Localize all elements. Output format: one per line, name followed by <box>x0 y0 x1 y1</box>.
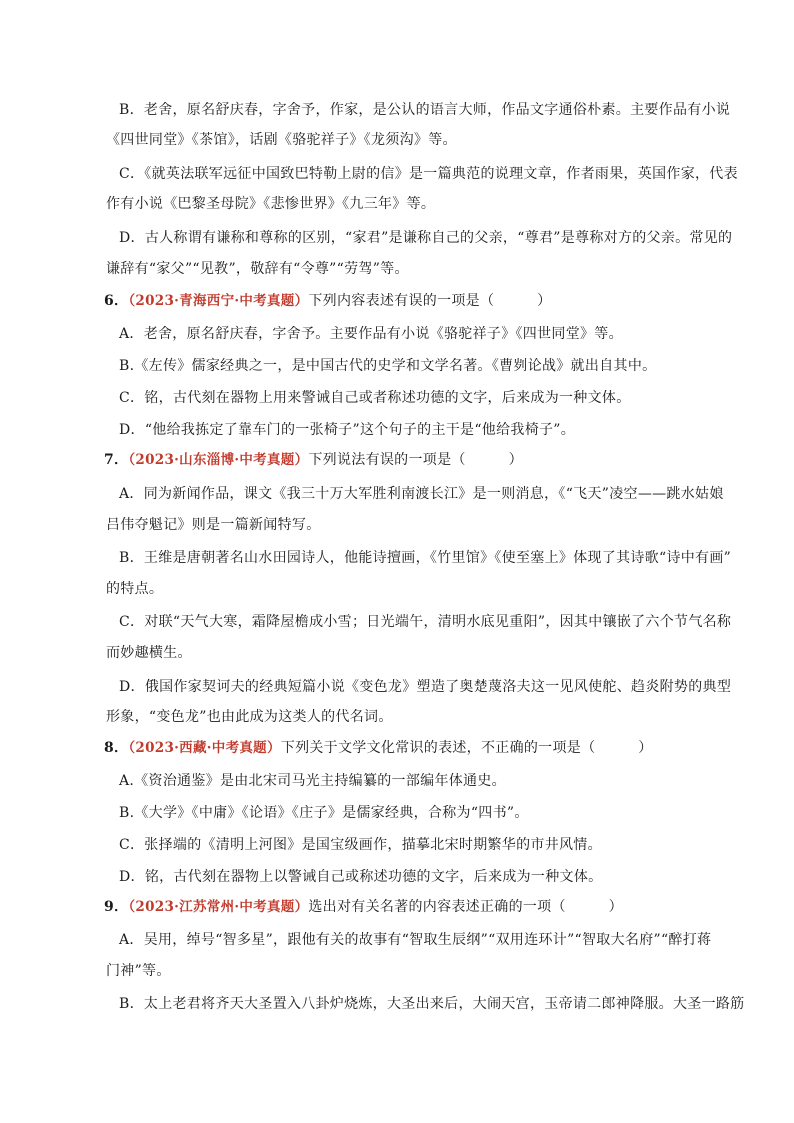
q7-option-c-line2: 而妙趣横生。 <box>106 645 192 661</box>
q5-option-c-line2: 作有小说《巴黎圣母院》《悲惨世界》《九三年》等。 <box>106 196 436 212</box>
question-9-header <box>104 897 623 917</box>
q8-option-c: C．张择端的《清明上河图》是国宝级画作，描摹北宋时期繁华的市井风情。 <box>119 837 602 853</box>
q8-option-b: B.《大学》《中庸》《论语》《庄子》是儒家经典，合称为“四书”。 <box>119 805 529 821</box>
q7-option-d-line2: 形象，“变色龙”也由此成为这类人的代名词。 <box>106 709 393 725</box>
q6-option-d: D．“他给我拣定了靠车门的一张椅子”这个句子的主干是“他给我椅子”。 <box>119 422 576 438</box>
q5-option-b-line1: B．老舍，原名舒庆春，字舍予，作家，是公认的语言大师，作品文字通俗朴素。主要作品有小说 <box>119 102 731 118</box>
question-8-header <box>104 738 653 758</box>
q7-option-d-line1: D．俄国作家契诃夫的经典短篇小说《变色龙》塑造了奥楚蔑洛夫这一见风使舵、趋炎附势的典型 <box>119 679 732 695</box>
question-6-header <box>104 291 551 311</box>
question-number: 8． <box>104 740 129 756</box>
q6-option-c: C．铭，古代刻在器物上用来警诫自己或者称述功德的文字，后来成为一种文体。 <box>119 390 631 406</box>
q9-option-a-line1: A．吴用，绰号“智多星”，跟他有关的故事有“智取生辰纲”“双用连环计”“智取大名府”“醉打蒋 <box>119 932 712 948</box>
q7-option-c-line1: C．对联“天气大寒，霜降屋檐成小雪；日光端午，清明水底见重阳”，因其中镶嵌了六个节气名称 <box>119 614 732 630</box>
question-stem: 下列内容表述有误的一项是（ ） <box>308 293 552 309</box>
q9-option-a-line2: 门神”等。 <box>106 963 171 979</box>
q7-option-b-line1: B．王维是唐朝著名山水田园诗人，他能诗擅画，《竹里馆》《使至塞上》体现了其诗歌“诗中有画” <box>119 550 732 566</box>
q7-option-b-line2: 的特点。 <box>106 581 164 597</box>
question-stem: 下列关于文学文化常识的表述，不正确的一项是（ ） <box>280 740 653 756</box>
question-7-header <box>104 450 523 470</box>
q5-option-b-line2: 《四世同堂》《茶馆》，话剧《骆驼祥子》《龙须沟》等。 <box>106 132 457 148</box>
question-source: （2023·江苏常州·中考真题） <box>128 899 309 915</box>
q8-option-a: A.《资治通鉴》是由北宋司马光主持编纂的一部编年体通史。 <box>119 773 506 789</box>
q9-option-b-line1: B．太上老君将齐天大圣置入八卦炉烧炼，大圣出来后，大闹天宫，玉帝请二郎神降服。大圣一路筋 <box>119 996 745 1012</box>
q6-option-a: A．老舍，原名舒庆春，字舍予。主要作品有小说《骆驼祥子》《四世同堂》等。 <box>119 326 623 342</box>
question-number: 9． <box>104 899 129 915</box>
question-source: （2023·青海西宁·中考真题） <box>128 293 309 309</box>
q6-option-b: B.《左传》儒家经典之一，是中国古代的史学和文学名著。《曹刿论战》就出自其中。 <box>119 358 657 374</box>
q5-option-c-line1: C．《就英法联军远征中国致巴特勒上尉的信》是一篇典范的说理文章，作者雨果，英国作家，代表 <box>119 166 738 182</box>
question-source: （2023·西藏·中考真题） <box>128 740 281 756</box>
q7-option-a-line1: A．同为新闻作品，课文《我三十万大军胜利南渡长江》是一则消息，《“飞天”凌空——跳水姑娘 <box>119 486 724 502</box>
question-stem: 选出对有关名著的内容表述正确的一项（ ） <box>308 899 623 915</box>
question-stem: 下列说法有误的一项是（ ） <box>308 452 523 468</box>
q5-option-d-line1: D．古人称谓有谦称和尊称的区别，“家君”是谦称自己的父亲，“尊君”是尊称对方的父亲。常见的 <box>119 230 733 246</box>
q8-option-d: D．铭，古代刻在器物上以警诫自己或称述功德的文字，后来成为一种文体。 <box>119 869 603 885</box>
q7-option-a-line2: 吕伟夺魁记》则是一篇新闻特写。 <box>106 517 321 533</box>
q5-option-d-line2: 谦辞有“家父”“见教”，敬辞有“令尊”“劳驾”等。 <box>106 261 409 277</box>
question-number: 6． <box>104 293 129 309</box>
question-number: 7． <box>104 452 129 468</box>
question-source: （2023·山东淄博·中考真题） <box>128 452 309 468</box>
